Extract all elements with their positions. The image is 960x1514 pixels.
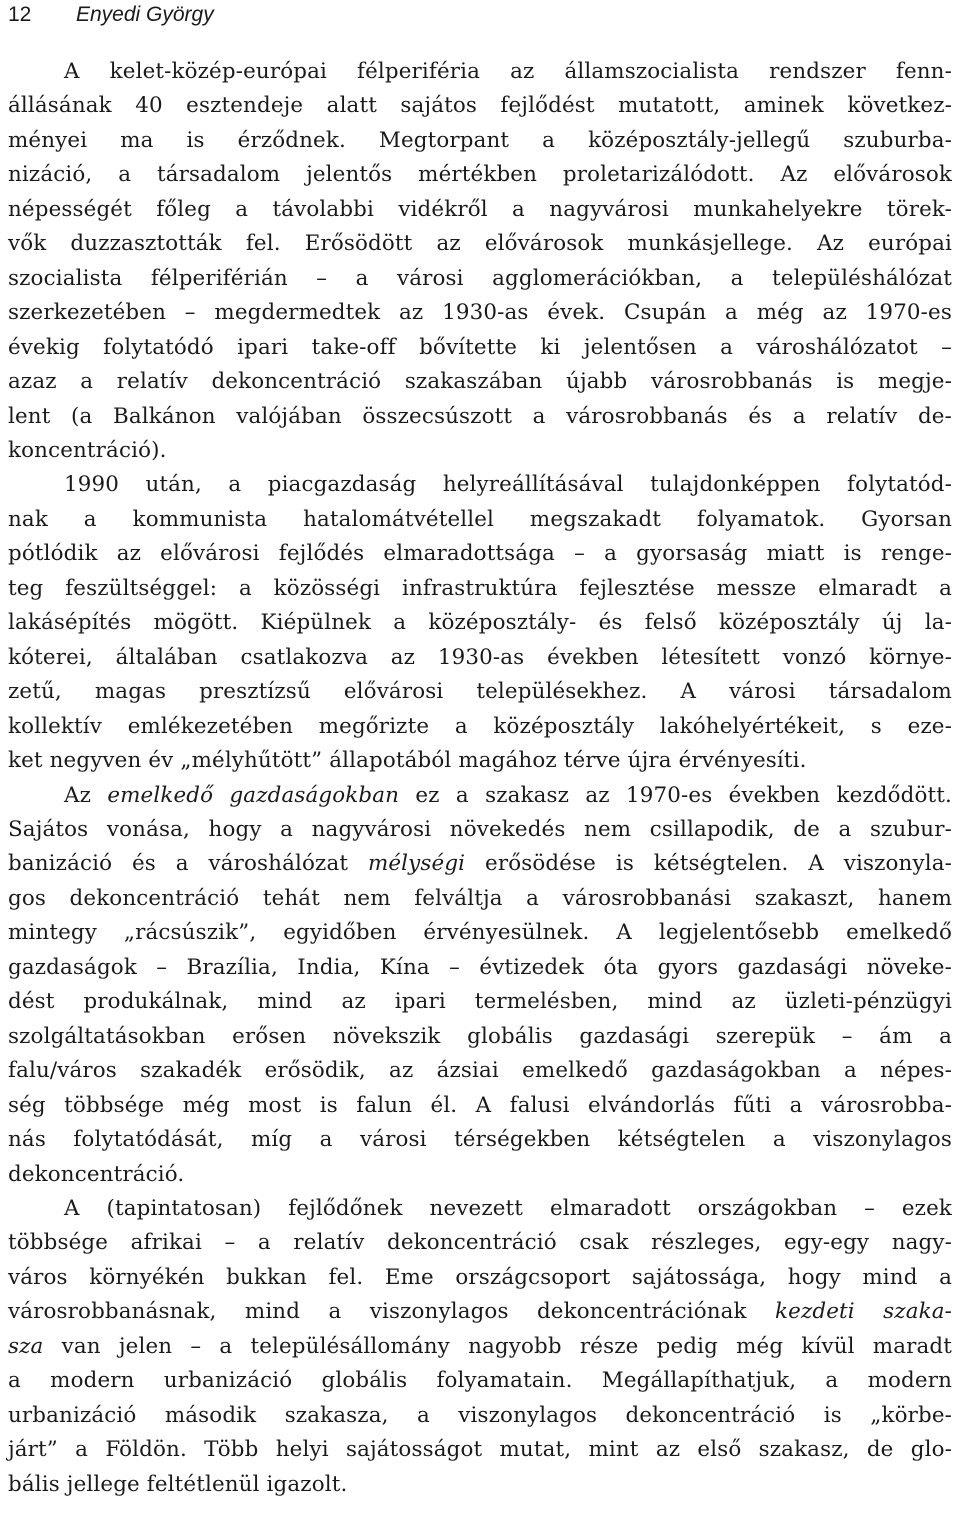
text-run: dekoncentráció.: [8, 1161, 185, 1187]
paragraph: [8, 779, 952, 1192]
text-run: járt” a Földön. Több helyi sajátosságot mutat, mint az első szakasz, de glo-: [8, 1437, 952, 1463]
text-run: koncentráció).: [8, 437, 167, 463]
text-run: lakásépítés mögött. Kiépülnek a középosztály- és felső középosztály új la-: [8, 610, 952, 636]
italic-text: sza: [8, 1333, 44, 1359]
text-run: nizáció, a társadalom jelentős mértékben proletarizálódott. Az elővárosok: [8, 162, 952, 188]
text-line: [8, 813, 952, 847]
text-run: többsége afrikai – a relatív dekoncentráció csak részleges, egy-egy nagy-: [8, 1230, 952, 1256]
text-run: erősödése is kétségtelen. A viszonyla-: [465, 851, 952, 877]
text-line: [8, 365, 952, 399]
text-line: [8, 1158, 952, 1192]
running-head: [8, 0, 214, 30]
text-line: [8, 262, 952, 296]
text-run: város környékén bukkan fel. Eme országcsoport sajátossága, hogy mind a: [8, 1264, 952, 1290]
paragraph: [8, 1192, 952, 1502]
text-line: [8, 55, 952, 89]
text-run: nak a kommunista hatalomátvétellel megszakadt folyamatok. Gyorsan: [8, 506, 952, 532]
text-line: [8, 1295, 952, 1329]
text-line: [8, 227, 952, 261]
text-run: nás folytatódását, míg a városi térségekben kétségtelen a viszonylagos: [8, 1127, 952, 1153]
text-run: van jelen – a településállomány nagyobb része pedig még kívül maradt: [43, 1333, 952, 1359]
text-run: Az: [64, 782, 108, 808]
text-line: [8, 1192, 952, 1226]
text-line: [8, 1433, 952, 1467]
text-line: [8, 916, 952, 950]
text-line: [8, 1020, 952, 1054]
text-line: [8, 675, 952, 709]
text-line: [8, 468, 952, 502]
text-run: A kelet-közép-európai félperiféria az államszocialista rendszer fenn-: [64, 59, 952, 84]
text-line: [8, 434, 952, 468]
text-run: lent (a Balkánon valójában összecsúszott a városrobbanás és a relatív de-: [8, 403, 952, 429]
text-run: 1990 után, a piacgazdaság helyreállításával tulajdonképpen folytatód-: [64, 472, 952, 498]
text-line: [8, 1226, 952, 1260]
text-run: ket negyven év „mélyhűtött” állapotából magához térve újra érvényesíti.: [8, 748, 807, 774]
text-line: [8, 572, 952, 606]
text-run: kollektív emlékezetében megőrizte a középosztály lakóhelyértékeit, s eze-: [8, 713, 952, 739]
text-run: évekig folytatódó ipari take-off bővítette ki jelentősen a városhálózatot –: [8, 334, 952, 360]
text-run: ményei ma is érződnek. Megtorpant a középosztály-jellegű szuburba-: [8, 127, 952, 153]
paragraph: [8, 468, 952, 778]
text-run: bális jellege feltétlenül igazolt.: [8, 1471, 348, 1497]
text-run: Sajátos vonása, hogy a nagyvárosi növekedés nem csillapodik, de a szubur-: [8, 816, 952, 842]
text-line: [8, 89, 952, 123]
text-line: [8, 1123, 952, 1157]
text-line: [8, 847, 952, 881]
italic-text: mélységi: [367, 851, 466, 877]
text-line: [8, 124, 952, 158]
text-run: ez a szakasz az 1970-es években kezdődött.: [399, 782, 952, 808]
text-line: [8, 1468, 952, 1502]
italic-text: emelkedő gazdaságokban: [107, 782, 400, 808]
text-run: szerkezetében – megdermedtek az 1930-as évek. Csupán a még az 1970-es: [8, 300, 952, 326]
italic-text: kezdeti szaka-: [775, 1299, 952, 1325]
text-line: [8, 606, 952, 640]
text-run: azaz a relatív dekoncentráció szakaszában újabb városrobbanás is megje-: [8, 369, 952, 395]
text-run: zetű, magas presztízsű elővárosi településekhez. A városi társadalom: [8, 679, 952, 705]
text-run: urbanizáció második szakasza, a viszonylagos dekoncentráció is „körbe-: [8, 1402, 952, 1428]
text-run: szocialista félperiférián – a városi agglomerációkban, a településhálózat: [8, 265, 952, 291]
text-line: [8, 1054, 952, 1088]
text-run: A (tapintatosan) fejlődőnek nevezett elmaradott országokban – ezek: [64, 1195, 952, 1221]
text-run: népességét főleg a távolabbi vidékről a nagyvárosi munkahelyekre törek-: [8, 196, 952, 222]
text-line: [8, 193, 952, 227]
text-run: mintegy „rácsúszik”, egyidőben érvényesülnek. A legjelentősebb emelkedő: [8, 920, 952, 946]
text-run: dést produkálnak, mind az ipari termelésben, mind az üzleti-pénzügyi: [8, 989, 952, 1015]
text-line: [8, 641, 952, 675]
text-line: [8, 331, 952, 365]
text-run: gazdaságok – Brazília, India, Kína – évtizedek óta gyors gazdasági növeke-: [8, 954, 952, 980]
text-run: pótlódik az elővárosi fejlődés elmaradottsága – a gyorsaság miatt is renge-: [8, 541, 952, 567]
text-line: [8, 400, 952, 434]
text-run: gos dekoncentráció tehát nem felváltja a városrobbanási szakaszt, hanem: [8, 885, 952, 911]
text-line: [8, 1089, 952, 1123]
text-line: [8, 1330, 952, 1364]
paragraph: [8, 55, 952, 468]
body-text: [8, 55, 952, 1502]
text-run: banizáció és a városhálózat: [8, 851, 368, 877]
text-line: [8, 1261, 952, 1295]
text-line: [8, 537, 952, 571]
text-run: kóterei, általában csatlakozva az 1930-as években létesített vonzó környe-: [8, 644, 952, 670]
text-line: [8, 882, 952, 916]
text-run: teg feszültséggel: a közösségi infrastruktúra fejlesztése messze elmaradt a: [8, 575, 952, 601]
text-line: [8, 503, 952, 537]
text-line: [8, 1399, 952, 1433]
text-line: [8, 710, 952, 744]
text-line: [8, 296, 952, 330]
text-line: [8, 744, 952, 778]
text-run: városrobbanásnak, mind a viszonylagos dekoncentrációnak: [8, 1299, 776, 1325]
running-head-author: Enyedi György: [76, 3, 214, 26]
text-line: [8, 779, 952, 813]
text-line: [8, 1364, 952, 1398]
text-run: állásának 40 esztendeje alatt sajátos fejlődést mutatott, aminek következ-: [8, 93, 952, 119]
text-run: ség többsége még most is falun él. A falusi elvándorlás fűti a városrobba-: [8, 1092, 952, 1118]
text-run: falu/város szakadék erősödik, az ázsiai emelkedő gazdaságokban a népes-: [8, 1058, 952, 1084]
text-run: vők duzzasztották fel. Erősödött az elővárosok munkásjellege. Az európai: [8, 231, 952, 257]
text-line: [8, 985, 952, 1019]
text-line: [8, 158, 952, 192]
page-number: 12: [8, 3, 32, 26]
text-run: a modern urbanizáció globális folyamatain. Megállapíthatjuk, a modern: [8, 1368, 952, 1394]
text-run: szolgáltatásokban erősen növekszik globális gazdasági szerepük – ám a: [8, 1023, 952, 1049]
text-line: [8, 951, 952, 985]
